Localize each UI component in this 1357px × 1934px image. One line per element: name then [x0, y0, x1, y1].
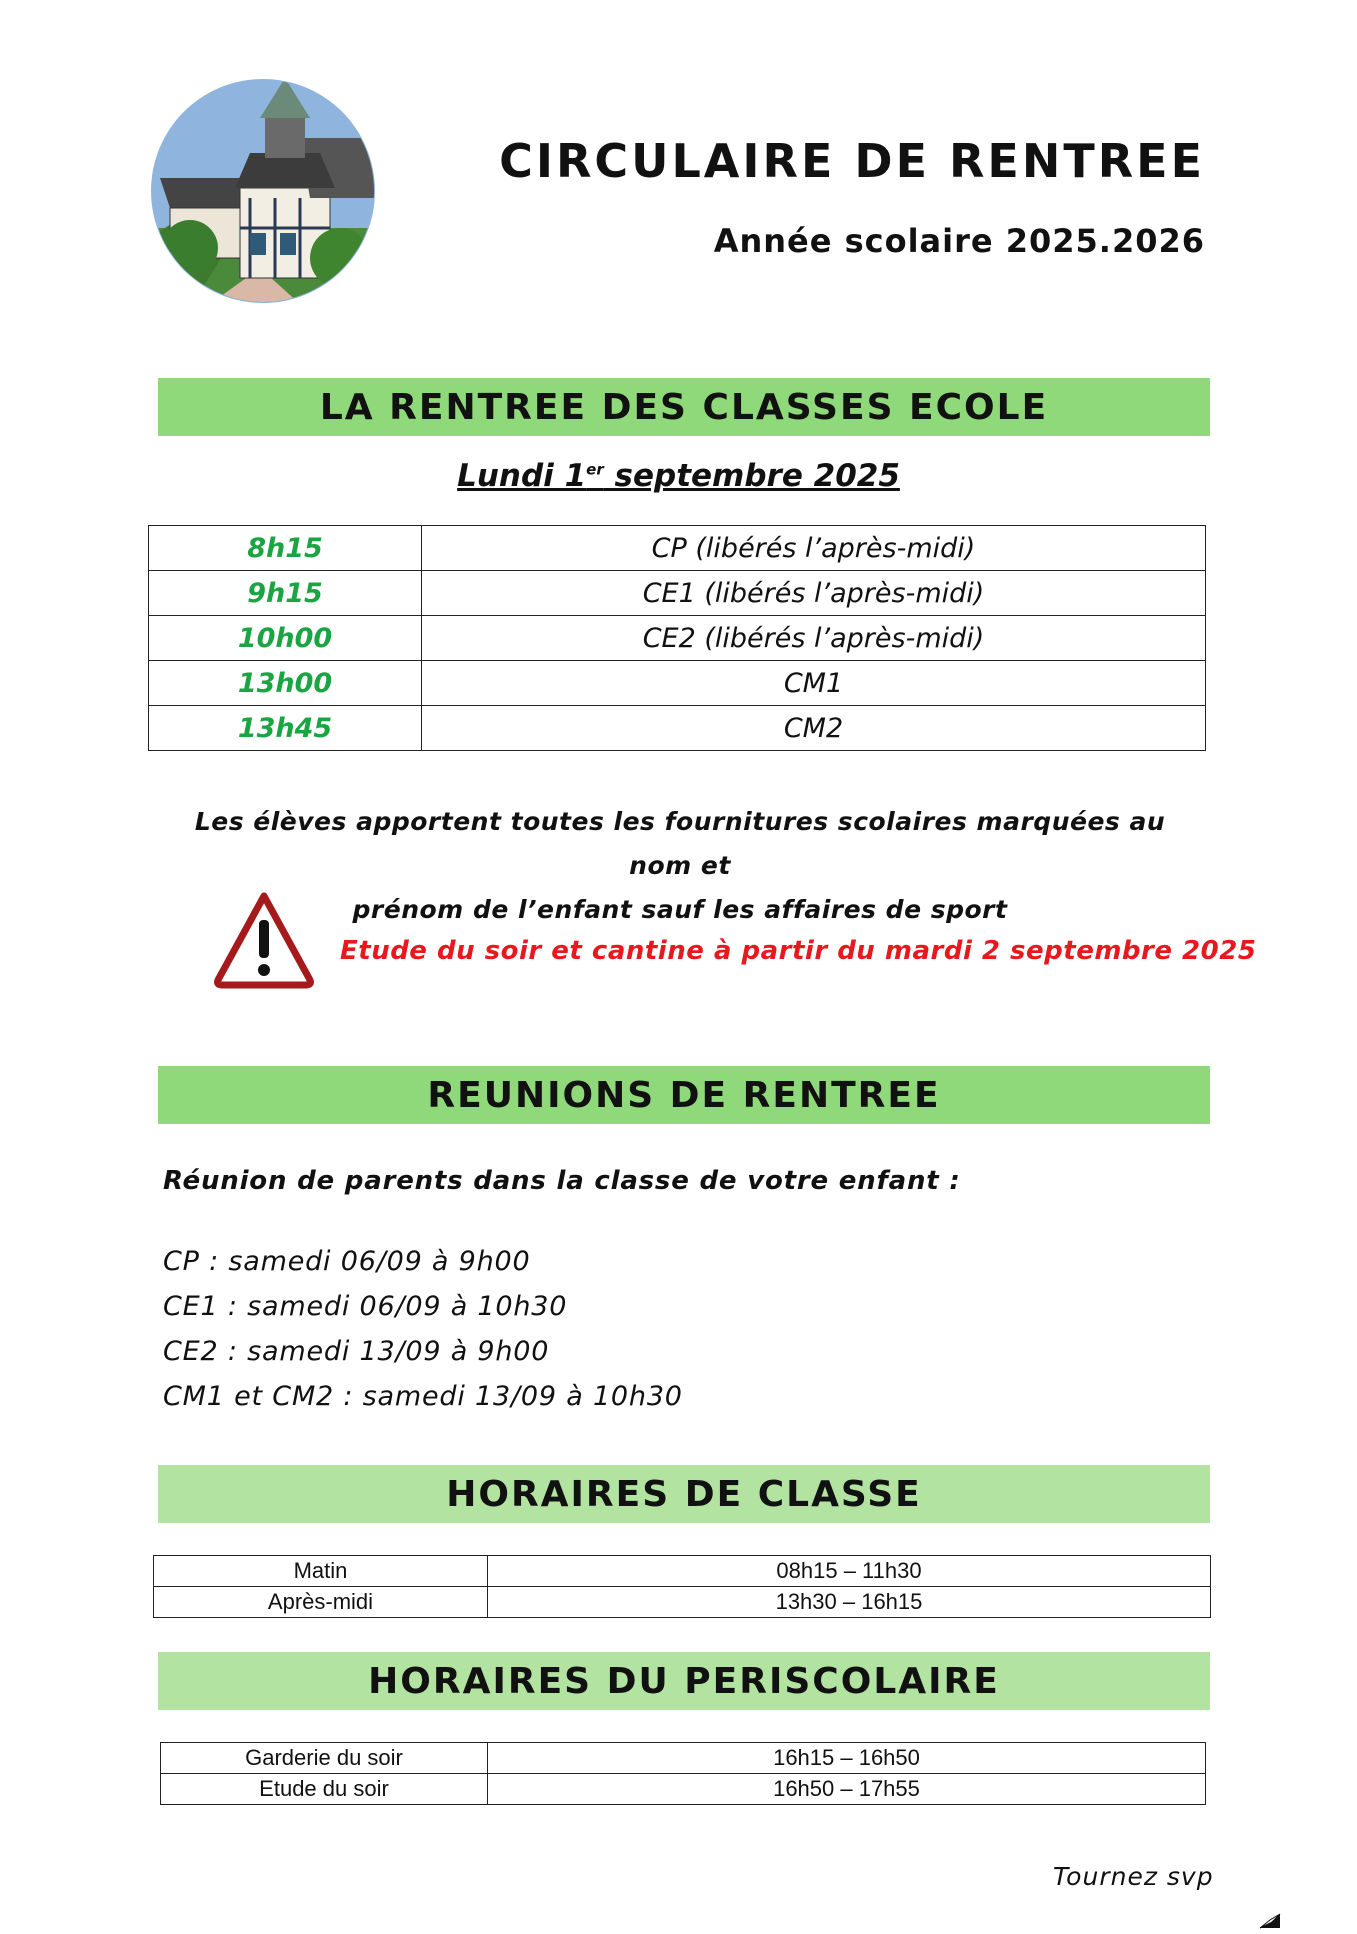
- table-row: [149, 526, 1206, 571]
- schedule-class: CE2 (libérés l’après-midi): [422, 616, 1206, 661]
- warning-text: Etude du soir et cantine à partir du mardi 2 septembre 2025: [340, 936, 1257, 966]
- period-label: Etude du soir: [161, 1774, 488, 1805]
- meeting-item: CE1 : samedi 06/09 à 10h30: [163, 1291, 568, 1322]
- turn-over-note: Tournez svp: [1053, 1862, 1214, 1891]
- schedule-time: 13h00: [149, 661, 422, 706]
- rentree-schedule-table: [148, 525, 1206, 751]
- table-row: [161, 1743, 1206, 1774]
- date-sup: er: [586, 460, 604, 479]
- period-label: Matin: [154, 1556, 488, 1587]
- rentree-date: [0, 458, 1357, 494]
- period-hours: 16h50 – 17h55: [488, 1774, 1206, 1805]
- section-heading-rentree: LA RENTREE DES CLASSES ECOLE: [158, 378, 1210, 436]
- page-curl-icon: [1258, 1912, 1282, 1930]
- table-row: [154, 1587, 1211, 1618]
- period-label: Garderie du soir: [161, 1743, 488, 1774]
- table-row: [149, 571, 1206, 616]
- table-row: [149, 616, 1206, 661]
- meeting-item: CP : samedi 06/09 à 9h00: [163, 1246, 531, 1277]
- section-heading-reunions: REUNIONS DE RENTREE: [158, 1066, 1210, 1124]
- school-year: Année scolaire 2025.2026: [713, 222, 1205, 260]
- reunions-intro: Réunion de parents dans la classe de votre enfant :: [163, 1166, 961, 1196]
- section-heading-horaires-classe: HORAIRES DE CLASSE: [158, 1465, 1210, 1523]
- school-building-logo: [150, 78, 376, 304]
- section-heading-horaires-peri: HORAIRES DU PERISCOLAIRE: [158, 1652, 1210, 1710]
- schedule-class: CP (libérés l’après-midi): [422, 526, 1206, 571]
- schedule-time: 9h15: [149, 571, 422, 616]
- table-row: [154, 1556, 1211, 1587]
- schedule-class: CE1 (libérés l’après-midi): [422, 571, 1206, 616]
- periscolaire-hours-table: [160, 1742, 1206, 1805]
- period-hours: 08h15 – 11h30: [488, 1556, 1211, 1587]
- warning-triangle-icon: [212, 890, 316, 990]
- schedule-time: 8h15: [149, 526, 422, 571]
- schedule-time: 10h00: [149, 616, 422, 661]
- page-title: CIRCULAIRE DE RENTREE: [499, 134, 1205, 188]
- schedule-class: CM2: [422, 706, 1206, 751]
- period-hours: 13h30 – 16h15: [488, 1587, 1211, 1618]
- schedule-time: 13h45: [149, 706, 422, 751]
- table-row: [149, 706, 1206, 751]
- date-suffix: septembre 2025: [603, 458, 900, 494]
- date-prefix: Lundi 1: [457, 458, 587, 494]
- supplies-note-line: Les élèves apportent toutes les fournitures scolaires marquées au nom et: [194, 807, 1166, 880]
- supplies-note-line: prénom de l’enfant sauf les affaires de sport: [352, 895, 1008, 924]
- table-row: [149, 661, 1206, 706]
- period-hours: 16h15 – 16h50: [488, 1743, 1206, 1774]
- period-label: Après-midi: [154, 1587, 488, 1618]
- meeting-item: CM1 et CM2 : samedi 13/09 à 10h30: [163, 1381, 683, 1412]
- schedule-class: CM1: [422, 661, 1206, 706]
- table-row: [161, 1774, 1206, 1805]
- class-hours-table: [153, 1555, 1211, 1618]
- supplies-note: [190, 800, 1170, 932]
- meeting-item: CE2 : samedi 13/09 à 9h00: [163, 1336, 550, 1367]
